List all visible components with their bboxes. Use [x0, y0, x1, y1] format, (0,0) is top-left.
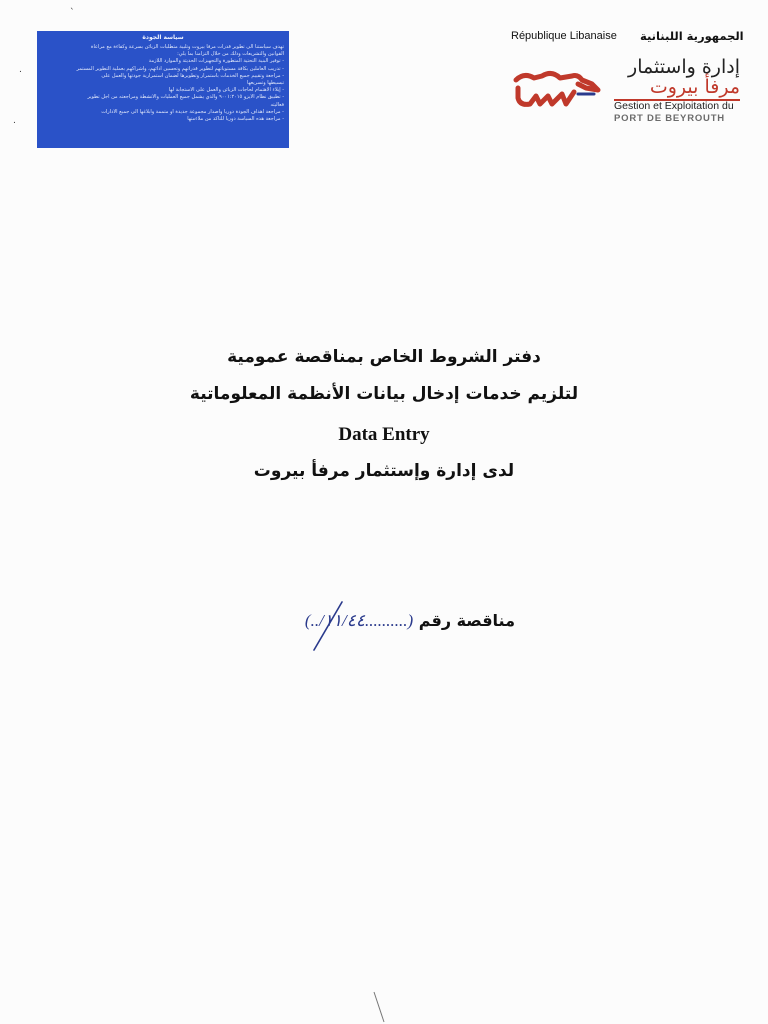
republic-french: République Libanaise: [511, 30, 617, 42]
quality-policy-line: - توفير البنية التحتية المتطورة والتجهيزات الحديثة والموارد اللازمة: [148, 58, 284, 65]
quality-policy-box: [37, 31, 289, 148]
republic-arabic: الجمهورية اللبنانية: [640, 29, 744, 43]
tender-label: مناقصة رقم: [418, 611, 515, 630]
stray-mark: .: [19, 65, 22, 75]
stray-mark: ˋ: [70, 8, 75, 18]
quality-policy-line: فعاليته: [270, 101, 284, 108]
quality-policy-line: تهدف سياستنا الى تطوير قدرات مرفأ بيروت وتلبية متطلبات الزبائن بسرعة وكفاءة مع مراعاة: [90, 44, 284, 50]
title-line-4: لدى إدارة وإستثمار مرفأ بيروت: [253, 461, 515, 481]
quality-policy-line: - مراجعة وتقييم جميع الخدمات باستمرار وتطويرها لضمان استمرارية جودتها والعمل على: [101, 72, 284, 79]
port-logo-icon: [512, 66, 602, 110]
title-line-3: Data Entry: [338, 424, 430, 445]
quality-policy-line: - مراجعة هذه السياسة دوريا للتأكد من ملاءمتها: [187, 116, 284, 123]
logo-french-line2: PORT DE BEYROUTH: [614, 113, 725, 124]
quality-policy-line: - تطبيق نظام الايزو ٩٠٠١:٢٠١٥ والذي يشمل جميع العمليات والأنشطة ومراجعته من أجل تطوير: [87, 94, 284, 101]
tender-number: (..........١١/٤٤/..): [304, 611, 414, 630]
title-line-1: دفتر الشروط الخاص بمناقصة عمومية: [227, 347, 541, 367]
quality-policy-line: القوانين والتشريعات وذلك من خلال التزامنا بما يلي:: [177, 51, 284, 58]
quality-policy-line: - إيلاء الاهتمام لحاجات الزبائن والعمل على الاستجابة لها: [168, 87, 284, 94]
stray-mark: .: [13, 116, 16, 126]
logo-arabic-line2: مرفأ بيروت: [649, 76, 740, 98]
scan-mark-icon: [370, 990, 390, 1024]
logo-french-line1: Gestion et Exploitation du: [614, 100, 734, 112]
tender-number-line: [255, 611, 515, 631]
title-line-2: لتلزيم خدمات إدخال بيانات الأنظمة المعلوماتية: [189, 384, 579, 404]
quality-policy-line: - تدريب العاملين بكافة مستوياتهم لتطوير قدراتهم وتحسين أدائهم، واشراكهم بعملية التطوير المستمر: [76, 65, 284, 72]
quality-policy-title: سياسة الجودة: [142, 34, 184, 41]
quality-policy-line: تبسيطها وتسريعها: [246, 80, 284, 87]
handwritten-slash-icon: [300, 598, 360, 653]
logo-arabic-line1: إدارة واستثمار: [628, 56, 740, 78]
quality-policy-line: - مراجعة أهداف الجودة دوريا واصدار مجموعة جديدة او متممة وابلاغها الى جميع الادارات: [101, 108, 284, 115]
